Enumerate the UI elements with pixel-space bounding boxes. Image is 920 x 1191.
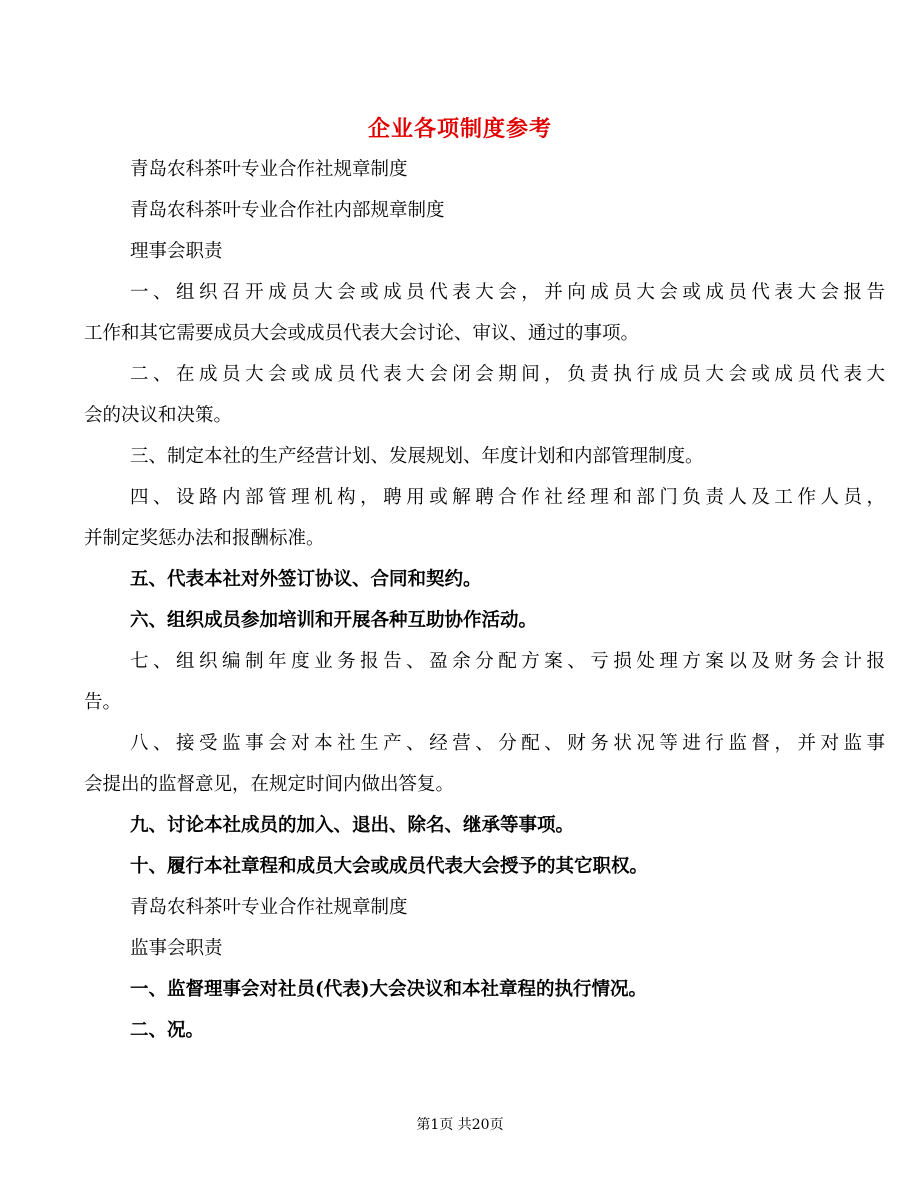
doc-line: 告。 bbox=[84, 692, 122, 713]
doc-line: 会提出的监督意见，在规定时间内做出答复。 bbox=[84, 774, 455, 795]
doc-line: 青岛农科茶叶专业合作社规章制度 bbox=[130, 897, 408, 918]
doc-line: 五、代表本社对外签订协议、合同和契约。 bbox=[130, 569, 482, 590]
doc-line: 十、履行本社章程和成员大会或成员代表大会授予的其它职权。 bbox=[130, 856, 649, 877]
doc-line: 四、设路内部管理机构，聘用或解聘合作社经理和部门负责人及工作人员， bbox=[130, 487, 885, 508]
section-heading: 监事会职责 bbox=[130, 938, 223, 959]
doc-line: 一、组织召开成员大会或成员代表大会，并向成员大会或成员代表大会报告 bbox=[130, 282, 885, 303]
page-number: 第1页 共20页 bbox=[416, 1117, 504, 1133]
doc-line: 二、况。 bbox=[130, 1020, 205, 1041]
doc-line: 八、接受监事会对本社生产、经营、分配、财务状况等进行监督，并对监事 bbox=[130, 733, 885, 754]
doc-line: 工作和其它需要成员大会或成员代表大会讨论、审议、通过的事项。 bbox=[84, 323, 640, 344]
doc-line: 并制定奖惩办法和报酬标准。 bbox=[84, 528, 325, 549]
section-heading: 理事会职责 bbox=[130, 241, 223, 262]
doc-line: 青岛农科茶叶专业合作社规章制度 bbox=[130, 159, 408, 180]
doc-line: 三、制定本社的生产经营计划、发展规划、年度计划和内部管理制度。 bbox=[130, 446, 704, 467]
doc-line: 二、在成员大会或成员代表大会闭会期间，负责执行成员大会或成员代表大 bbox=[130, 364, 885, 385]
doc-line: 六、组织成员参加培训和开展各种互助协作活动。 bbox=[130, 610, 538, 631]
document-title: 企业各项制度参考 bbox=[367, 116, 552, 142]
doc-line: 一、监督理事会对社员(代表)大会决议和本社章程的执行情况。 bbox=[130, 979, 648, 1000]
doc-line: 七、组织编制年度业务报告、盈余分配方案、亏损处理方案以及财务会计报 bbox=[130, 651, 885, 672]
doc-line: 九、讨论本社成员的加入、退出、除名、继承等事项。 bbox=[130, 815, 575, 836]
doc-line: 会的决议和决策。 bbox=[84, 405, 233, 426]
doc-line: 青岛农科茶叶专业合作社内部规章制度 bbox=[130, 200, 445, 221]
